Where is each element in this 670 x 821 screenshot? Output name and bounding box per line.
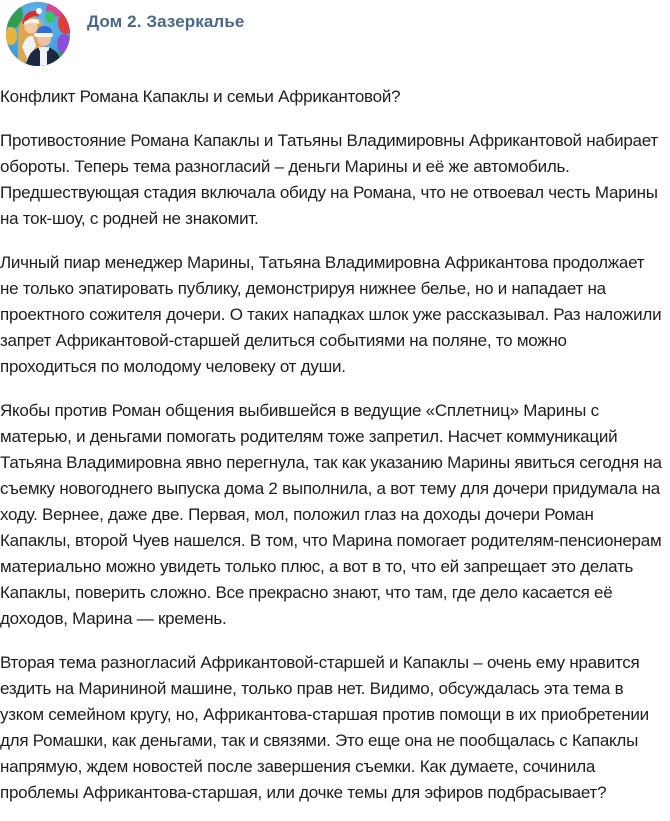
community-avatar-image	[6, 2, 70, 66]
post-paragraph: Противостояние Романа Капаклы и Татьяны Владимировны Африкантовой набирает обороты. Теперь тема разногласий – деньги Марины и её же автомобиль. Предшествующая стадия включала обиду на Романа, что не отвоевал честь Марины на ток-шоу, с родней не знакомит.	[0, 131, 658, 228]
post-header	[0, 0, 670, 66]
post-paragraph: Вторая тема разногласий Африкантовой-старшей и Капаклы – очень ему нравится ездить на Марининой машине, только прав нет. Видимо, обсуждалась эта тема в узком семейном кругу, но, Африкантова-старшая против помощи в их приобретении для Ромашки, как деньгами, так и связями. Это еще она не пообщалась с Капаклы напрямую, ждем новостей после завершения съемки. Как думаете, сочинила проблемы Африкантова-старшая, или дочке темы для эфиров подбрасывает?	[0, 653, 649, 802]
post-paragraph: Конфликт Романа Капаклы и семьи Африкантовой?	[0, 87, 401, 106]
post-paragraph: Якобы против Роман общения выбившейся в ведущие «Сплетниц» Марины с матерью, и деньгами помогать родителям тоже запретил. Насчет коммуникаций Татьяна Владимировна явно перегнула, так как указанию Марины явиться сегодня на съемку новогоднего выпуска дома 2 выполнила, а вот тему для дочери придумала на ходу. Вернее, даже две. Первая, мол, положил глаз на доходы дочери Роман Капаклы, второй Чуев нашелся. В том, что Марина помогает родителям-пенсионерам материально можно увидеть только плюс, а вот в то, что ей запрещает это делать Капаклы, поверить сложно. Все прекрасно знают, что там, где дело касается её доходов, Марина — кремень.	[0, 401, 662, 628]
post-paragraph: Личный пиар менеджер Марины, Татьяна Владимировна Африкантова продолжает не только эпатировать публику, демонстрируя нижнее белье, но и нападает на проектного сожителя дочери. О таких нападках шлок уже рассказывал. Раз наложили запрет Африкантовой-старшей делиться событиями на поляне, то можно проходиться по молодому человеку от души.	[0, 253, 662, 376]
post-text	[0, 66, 670, 806]
community-avatar[interactable]	[6, 2, 70, 66]
community-name-link[interactable]: Дом 2. Зазеркалье	[87, 12, 245, 31]
